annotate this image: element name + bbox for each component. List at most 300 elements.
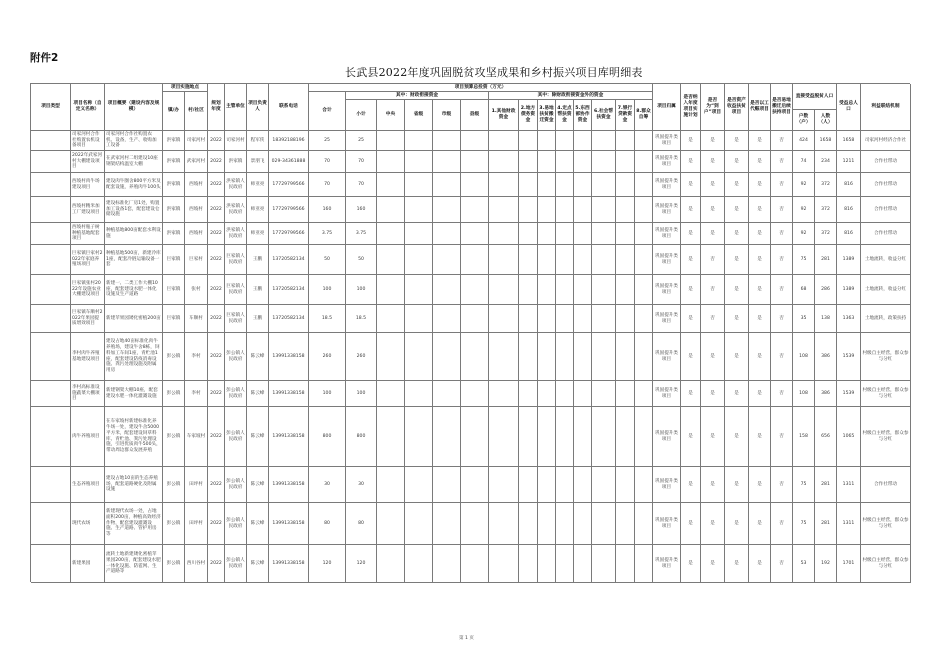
- row-14-households-text: 53: [800, 560, 807, 566]
- row-8-village: [185, 305, 208, 333]
- row-13-type: [31, 503, 71, 545]
- row-10-category: [653, 381, 681, 407]
- row-2-person: [247, 151, 269, 173]
- row-7-person-text: 王鹏: [252, 286, 263, 292]
- row-10-asset-income-text: 是: [734, 390, 739, 396]
- row-7-bank-loan: [616, 275, 635, 305]
- row-14-work-relief-text: 是: [757, 560, 762, 566]
- row-4-persons-text: 372: [821, 206, 830, 212]
- row-5-provincial: [405, 223, 433, 245]
- row-5-persons-text: 372: [821, 230, 830, 236]
- row-12-person: [247, 467, 269, 503]
- row-12-village: [185, 467, 208, 503]
- row-10-total: [309, 381, 346, 407]
- row-11-households: [793, 407, 815, 467]
- row-4-county: [461, 197, 489, 223]
- row-12-name: [71, 467, 105, 503]
- row-5-households: [793, 223, 815, 245]
- row-14-in-plan: [681, 545, 701, 583]
- row-6-benefit-mechanism: [861, 245, 911, 275]
- row-12-subtotal: [346, 467, 377, 503]
- header-budget-group: [309, 84, 653, 92]
- row-7-asset-income: [725, 275, 749, 305]
- row-2-subtotal-text: 70: [358, 158, 364, 164]
- header-benefit-mechanism: [861, 84, 911, 131]
- row-10-households-text: 108: [799, 390, 808, 396]
- row-11-category-text: 巩固提升类项目: [655, 430, 678, 442]
- row-7-town-text: 巨家镇: [166, 286, 181, 292]
- row-6-total-beneficiaries: [837, 245, 861, 275]
- row-3-village: [185, 173, 208, 197]
- row-13-household-project-text: 是: [710, 520, 715, 526]
- row-4-subtotal-text: 160: [356, 206, 366, 212]
- row-7-social: [592, 275, 616, 305]
- row-14-county: [461, 545, 489, 583]
- row-12-department-text: 彭公镇人民政府: [226, 478, 245, 490]
- row-9-department-text: 彭公镇人民政府: [226, 350, 245, 362]
- row-2-category: [653, 151, 681, 173]
- row-8-year-text: 2022: [210, 315, 222, 321]
- row-2-category-text: 巩固提升类项目: [655, 155, 678, 167]
- header-household-project: [701, 84, 725, 131]
- header-total-text: 合计: [322, 108, 332, 114]
- header-summary: [105, 84, 163, 131]
- row-9-municipal: [433, 333, 461, 381]
- row-9-type: [31, 333, 71, 381]
- row-1-total: [309, 131, 346, 151]
- row-11-persons-text: 656: [821, 433, 830, 439]
- row-13-benefit-mechanism-text: 村级自主经营，群众参与分红: [862, 517, 909, 529]
- row-3-relocation-support-text: 否: [779, 181, 784, 187]
- row-1-benefit-mechanism-text: 司家河村经济合作社: [864, 137, 907, 143]
- header-budget-group-text: 项目预算总投资（万元）: [454, 84, 507, 90]
- row-11-benefit-mechanism-text: 村级自主经营，群众参与分红: [862, 430, 909, 442]
- row-1-person: [247, 131, 269, 151]
- row-10-household-project: [701, 381, 725, 407]
- row-10-in-plan-text: 是: [688, 390, 693, 396]
- row-13-summary-text: 新建现代农场一处，占地面积200亩，种植高效经济作物，配套建设灌溉设施、生产道路、管护用房等: [106, 509, 161, 538]
- row-9-local-debt: [519, 333, 538, 381]
- row-7-summary: [105, 275, 163, 305]
- row-6-name-text: 巨家镇巨家村2022年家庭养殖场项目: [72, 250, 103, 268]
- row-11-summary: [105, 407, 163, 467]
- row-2-year-text: 2022: [210, 158, 222, 164]
- row-2-town: [163, 151, 185, 173]
- row-5-person-text: 师亚亮: [250, 230, 265, 236]
- row-4-summary: [105, 197, 163, 223]
- row-3-households-text: 92: [800, 181, 807, 187]
- row-14-persons: [815, 545, 837, 583]
- row-1-household-project-text: 是: [710, 137, 715, 143]
- row-6-local-debt: [519, 245, 538, 275]
- row-5-benefit-mechanism-text: 合作社带动: [874, 230, 897, 236]
- row-9-provincial: [405, 333, 433, 381]
- row-6-persons: [815, 245, 837, 275]
- row-11-social: [592, 407, 616, 467]
- row-5-in-plan: [681, 223, 701, 245]
- row-5-self-raised: [635, 223, 653, 245]
- row-7-work-relief: [749, 275, 771, 305]
- row-12-benefit-mechanism-text: 合作社带动: [874, 481, 897, 487]
- row-4-department-text: 洪家镇人民政府: [226, 203, 245, 215]
- row-12-total: [309, 467, 346, 503]
- row-8-persons: [815, 305, 837, 333]
- row-10-total-beneficiaries-text: 1539: [842, 390, 855, 396]
- row-6-provincial: [405, 245, 433, 275]
- row-5-year: [208, 223, 225, 245]
- row-6-name: [71, 245, 105, 275]
- row-4-provincial: [405, 197, 433, 223]
- row-5-total-beneficiaries: [837, 223, 861, 245]
- row-12-persons-text: 281: [821, 481, 830, 487]
- row-13-town: [163, 503, 185, 545]
- row-7-summary-text: 新建一、二类工作大棚10座，配套建设水肥一体化设施及生产道路: [106, 280, 158, 298]
- row-13-asset-income: [725, 503, 749, 545]
- row-3-in-plan-text: 是: [688, 181, 693, 187]
- row-5-central: [377, 223, 405, 245]
- row-3-east-west: [574, 173, 592, 197]
- row-3-summary-text: 建设肉牛圈舍800平方米及配套设施，养殖肉牛100头: [106, 178, 161, 190]
- header-social: [592, 100, 616, 131]
- row-1-county: [461, 131, 489, 151]
- row-8-category-text: 巩固提升类项目: [655, 312, 678, 324]
- header-east-west: [574, 100, 592, 131]
- row-1-households-text: 424: [799, 137, 808, 143]
- row-12-phone-text: 13991338158: [272, 481, 305, 487]
- row-14-village-text: 西川谷村: [186, 560, 206, 566]
- row-9-department: [225, 333, 247, 381]
- row-12-benefit-mechanism: [861, 467, 911, 503]
- row-8-benefit-mechanism-text: 土地流转，政策扶持: [864, 315, 907, 321]
- row-5-households-text: 92: [800, 230, 807, 236]
- row-14-social: [592, 545, 616, 583]
- row-11-east-west: [574, 407, 592, 467]
- row-4-person-text: 师亚亮: [250, 206, 265, 212]
- row-6-self-raised: [635, 245, 653, 275]
- row-1-persons-text: 1658: [819, 137, 832, 143]
- row-11-subtotal: [346, 407, 377, 467]
- row-5-subtotal-text: 3.75: [355, 230, 367, 236]
- row-1-asset-income-text: 是: [734, 137, 739, 143]
- row-2-type: [31, 151, 71, 173]
- header-social-text: 6.社会帮扶资金: [593, 109, 614, 120]
- row-8-east-west: [574, 305, 592, 333]
- row-14-department: [225, 545, 247, 583]
- row-11-municipal: [433, 407, 461, 467]
- row-8-central: [377, 305, 405, 333]
- row-1-phone-text: 18392188196: [272, 137, 305, 143]
- row-2-benefit-mechanism: [861, 151, 911, 173]
- row-6-village-text: 巨家村: [189, 256, 203, 262]
- row-2-department-text: 洪家镇: [228, 158, 243, 164]
- row-5-county: [461, 223, 489, 245]
- header-self-raised-text: 8.群众自筹: [636, 109, 651, 120]
- row-1-year-text: 2022: [210, 137, 222, 143]
- header-local-debt: [519, 100, 538, 131]
- row-8-total-text: 18.5: [321, 315, 333, 321]
- row-11-name: [71, 407, 105, 467]
- page-title: 长武县2022年度巩固脱贫攻坚成果和乡村振兴项目库明细表: [345, 66, 643, 79]
- row-8-phone-text: 13720582134: [272, 315, 305, 321]
- row-7-work-relief-text: 是: [757, 286, 762, 292]
- row-14-name-text: 新建果园: [72, 560, 91, 566]
- row-11-persons: [815, 407, 837, 467]
- row-13-summary: [105, 503, 163, 545]
- row-3-phone-text: 17729799566: [272, 181, 305, 187]
- row-13-in-plan: [681, 503, 701, 545]
- row-4-households: [793, 197, 815, 223]
- row-13-local-debt: [519, 503, 538, 545]
- row-13-department: [225, 503, 247, 545]
- row-1-in-plan-text: 是: [688, 137, 693, 143]
- row-14-persons-text: 192: [821, 560, 830, 566]
- row-14-in-plan-text: 是: [688, 560, 693, 566]
- row-10-person: [247, 381, 269, 407]
- row-9-relocation: [538, 333, 556, 381]
- row-10-local-debt: [519, 381, 538, 407]
- row-5-work-relief-text: 是: [757, 230, 762, 236]
- row-6-summary-text: 种植基地500亩，新建冷库1座，配套冷链运输设备一套: [106, 250, 161, 268]
- row-11-person-text: 陈云峰: [250, 433, 265, 439]
- row-3-relocation-support: [771, 173, 793, 197]
- row-13-social: [592, 503, 616, 545]
- header-central-text: 中央: [385, 112, 396, 118]
- row-5-category-text: 巩固提升类项目: [655, 227, 678, 239]
- row-7-east-west: [574, 275, 592, 305]
- row-14-household-project: [701, 545, 725, 583]
- row-5-person: [247, 223, 269, 245]
- row-13-total-beneficiaries: [837, 503, 861, 545]
- row-8-self-raised: [635, 305, 653, 333]
- row-5-in-plan-text: 是: [688, 230, 693, 236]
- row-14-household-project-text: 是: [710, 560, 715, 566]
- row-13-year: [208, 503, 225, 545]
- row-9-year-text: 2022: [210, 353, 222, 359]
- row-8-phone: [269, 305, 309, 333]
- row-2-self-raised: [635, 151, 653, 173]
- row-13-households: [793, 503, 815, 545]
- row-12-other-fiscal: [489, 467, 519, 503]
- header-category: [653, 84, 681, 131]
- header-east-west-text: 5.东西部协作资金: [575, 106, 590, 123]
- row-9-relocation-support-text: 否: [779, 353, 784, 359]
- row-3-social: [592, 173, 616, 197]
- row-14-relocation-support: [771, 545, 793, 583]
- row-2-east-west: [574, 151, 592, 173]
- row-9-county: [461, 333, 489, 381]
- row-13-relocation-support-text: 否: [779, 520, 784, 526]
- row-8-department-text: 巨家镇人民政府: [226, 312, 245, 324]
- row-12-work-relief: [749, 467, 771, 503]
- row-12-total-text: 30: [324, 481, 330, 487]
- header-relocation: [538, 100, 556, 131]
- row-3-category: [653, 173, 681, 197]
- row-2-households-text: 74: [800, 158, 807, 164]
- row-2-household-project-text: 是: [710, 158, 715, 164]
- row-10-category-text: 巩固提升类项目: [655, 387, 678, 399]
- row-8-name-text: 巨家镇车顺村2022年果园提质增效项目: [72, 309, 103, 327]
- row-14-village: [185, 545, 208, 583]
- row-13-phone-text: 13991338158: [272, 520, 305, 526]
- row-7-phone-text: 13720582134: [272, 286, 305, 292]
- row-12-county: [461, 467, 489, 503]
- row-13-category: [653, 503, 681, 545]
- header-in-plan: [681, 84, 701, 131]
- row-4-asset-income: [725, 197, 749, 223]
- header-household-project-text: 是否为“到户”项目: [703, 98, 722, 115]
- row-10-east-west: [574, 381, 592, 407]
- header-self-raised: [635, 100, 653, 131]
- row-14-municipal: [433, 545, 461, 583]
- row-14-local-debt: [519, 545, 538, 583]
- row-8-work-relief-text: 是: [757, 315, 762, 321]
- row-1-subtotal: [346, 131, 377, 151]
- row-9-paired-assist: [556, 333, 574, 381]
- row-11-relocation: [538, 407, 556, 467]
- row-3-asset-income: [725, 173, 749, 197]
- row-5-summary: [105, 223, 163, 245]
- row-5-relocation: [538, 223, 556, 245]
- row-10-benefit-mechanism-text: 村级自主经营，群众参与分红: [862, 387, 909, 399]
- row-10-department: [225, 381, 247, 407]
- row-2-provincial: [405, 151, 433, 173]
- row-6-paired-assist: [556, 245, 574, 275]
- row-14-type: [31, 545, 71, 583]
- header-name-text: 项目名称（自定义名称）: [73, 101, 102, 112]
- row-10-village-text: 李村: [191, 390, 201, 396]
- row-12-category-text: 巩固提升类项目: [655, 478, 678, 490]
- row-5-relocation-support: [771, 223, 793, 245]
- row-1-name: [71, 131, 105, 151]
- row-10-household-project-text: 是: [710, 390, 715, 396]
- row-8-persons-text: 138: [821, 315, 830, 321]
- row-3-household-project-text: 是: [710, 181, 715, 187]
- row-13-total-beneficiaries-text: 1311: [842, 520, 855, 526]
- row-12-households: [793, 467, 815, 503]
- row-14-asset-income-text: 是: [734, 560, 739, 566]
- row-8-person-text: 王鹏: [252, 315, 263, 321]
- row-4-summary-text: 建设标准化厂房1处，购置加工设备1套，配套建设仓储设施: [106, 200, 160, 218]
- row-13-municipal: [433, 503, 461, 545]
- row-3-category-text: 巩固提升类项目: [655, 178, 678, 190]
- row-4-social: [592, 197, 616, 223]
- row-9-total-beneficiaries-text: 1539: [842, 353, 855, 359]
- row-12-household-project-text: 是: [710, 481, 715, 487]
- row-8-type: [31, 305, 71, 333]
- row-11-in-plan: [681, 407, 701, 467]
- row-14-subtotal-text: 120: [356, 560, 366, 566]
- row-6-benefit-mechanism-text: 土地流转，收益分红: [864, 256, 907, 262]
- row-14-category: [653, 545, 681, 583]
- row-3-other-fiscal: [489, 173, 519, 197]
- row-2-household-project: [701, 151, 725, 173]
- row-2-person-text: 景朋飞: [250, 158, 265, 164]
- row-7-total-beneficiaries: [837, 275, 861, 305]
- row-2-relocation-support-text: 否: [779, 158, 784, 164]
- row-6-town-text: 巨家镇: [166, 256, 181, 262]
- row-1-east-west: [574, 131, 592, 151]
- row-8-household-project: [701, 305, 725, 333]
- row-3-year: [208, 173, 225, 197]
- row-10-paired-assist: [556, 381, 574, 407]
- row-8-work-relief: [749, 305, 771, 333]
- row-14-total-beneficiaries-text: 1701: [842, 560, 855, 566]
- row-10-persons-text: 386: [821, 390, 830, 396]
- row-9-total: [309, 333, 346, 381]
- row-9-village: [185, 333, 208, 381]
- row-10-phone-text: 13991338158: [272, 390, 305, 396]
- row-13-east-west: [574, 503, 592, 545]
- header-work-relief-text: 是否以工代赈项目: [750, 101, 769, 112]
- row-8-bank-loan: [616, 305, 635, 333]
- row-13-total-text: 80: [324, 520, 330, 526]
- header-local-debt-text: 2.地方债务资金: [520, 106, 536, 123]
- row-10-town-text: 彭公镇: [166, 390, 181, 396]
- row-3-in-plan: [681, 173, 701, 197]
- row-4-phone-text: 17729799566: [272, 206, 305, 212]
- row-11-other-fiscal: [489, 407, 519, 467]
- row-9-households: [793, 333, 815, 381]
- row-10-households: [793, 381, 815, 407]
- row-7-total: [309, 275, 346, 305]
- row-1-town-text: 洪家镇: [166, 137, 181, 143]
- row-9-households-text: 108: [799, 353, 808, 359]
- row-13-village-text: 田坪村: [189, 520, 203, 526]
- row-8-in-plan: [681, 305, 701, 333]
- row-6-person-text: 王鹏: [252, 256, 263, 262]
- header-total: [309, 92, 346, 131]
- row-5-paired-assist: [556, 223, 574, 245]
- row-10-subtotal-text: 100: [356, 390, 366, 396]
- row-11-county: [461, 407, 489, 467]
- row-12-department: [225, 467, 247, 503]
- row-7-total-text: 100: [322, 286, 332, 292]
- row-2-village: [185, 151, 208, 173]
- row-2-work-relief-text: 是: [757, 158, 762, 164]
- row-3-work-relief-text: 是: [757, 181, 762, 187]
- row-5-year-text: 2022: [210, 230, 222, 236]
- row-6-household-project-text: 否: [710, 256, 715, 262]
- row-8-summary-text: 新建苹果园矮化密植200亩: [106, 315, 161, 321]
- row-2-village-text: 武家河村: [186, 158, 206, 164]
- page-number: 第 1 页: [459, 636, 475, 641]
- row-1-bank-loan: [616, 131, 635, 151]
- row-14-name: [71, 545, 105, 583]
- row-4-east-west: [574, 197, 592, 223]
- row-10-work-relief: [749, 381, 771, 407]
- row-14-central: [377, 545, 405, 583]
- row-4-persons: [815, 197, 837, 223]
- row-8-social: [592, 305, 616, 333]
- row-4-name-text: 西坡村精米加工厂建设项目: [72, 203, 100, 215]
- row-3-self-raised: [635, 173, 653, 197]
- row-7-relocation-support: [771, 275, 793, 305]
- row-12-in-plan-text: 是: [688, 481, 693, 487]
- row-1-social: [592, 131, 616, 151]
- row-7-relocation-support-text: 否: [779, 286, 784, 292]
- row-11-category: [653, 407, 681, 467]
- row-5-asset-income: [725, 223, 749, 245]
- row-1-town: [163, 131, 185, 151]
- row-1-phone: [269, 131, 309, 151]
- row-5-household-project-text: 是: [710, 230, 715, 236]
- row-3-municipal: [433, 173, 461, 197]
- row-6-persons-text: 281: [821, 256, 830, 262]
- row-5-town: [163, 223, 185, 245]
- row-5-phone-text: 17729799566: [272, 230, 305, 236]
- row-10-town: [163, 381, 185, 407]
- header-town: [163, 92, 185, 131]
